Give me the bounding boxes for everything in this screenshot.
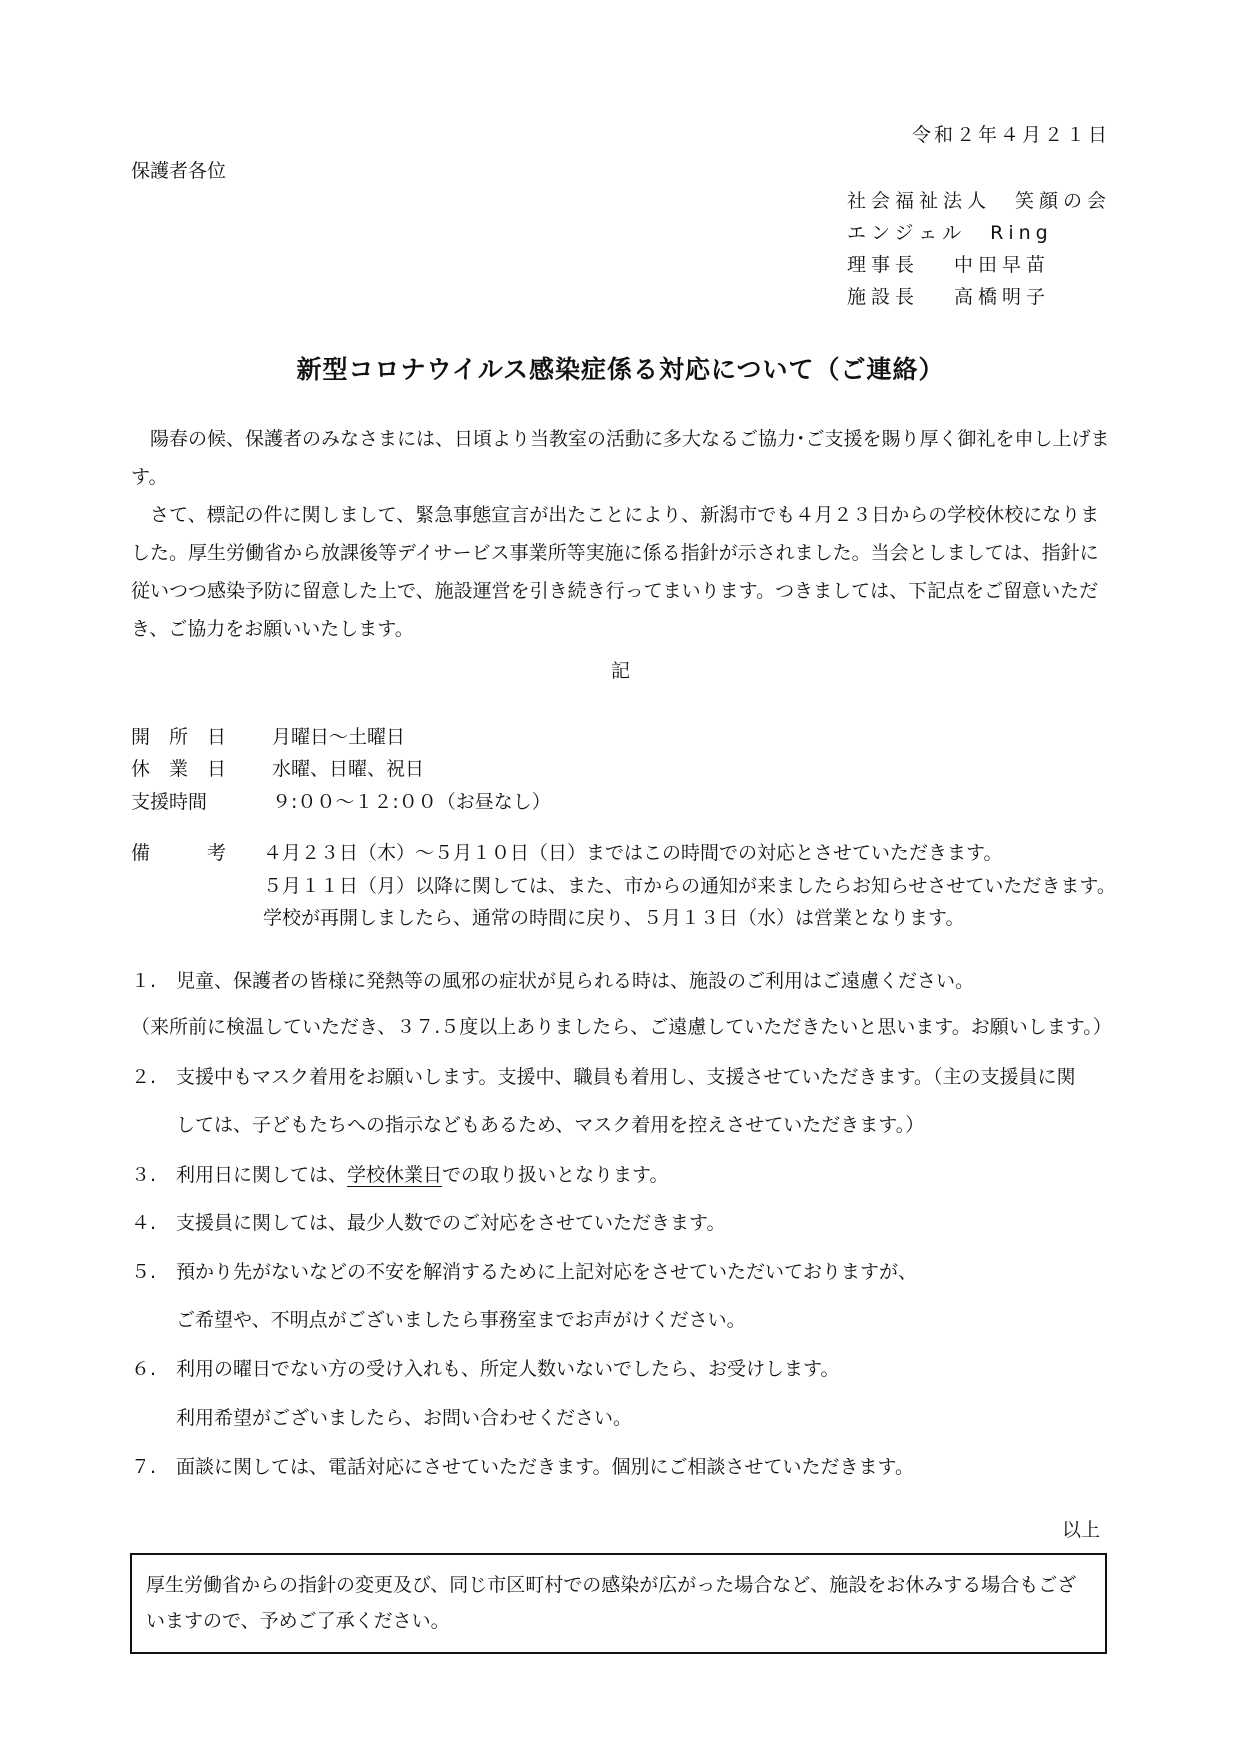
underlined-school-closure-days: 学校休業日 (347, 1164, 443, 1186)
schedule-label-support-hours: 支援時間 (131, 791, 208, 813)
item-note: （来所前に検温していただき、３７.５度以上ありましたら、ご遠慮していただきたいと思います。お願いします。） (131, 1016, 1112, 1038)
remarks-line: 学校が再開しましたら、通常の時間に戻り、５月１３日（水）は営業となります。 (263, 907, 965, 929)
item-number: ３. (131, 1164, 157, 1186)
notice-text: 厚生労働省からの指針の変更及び、同じ市区町村での感染が広がった場合など、施設をお休みする場合もございますので、予めご了承ください。 (146, 1574, 1077, 1632)
item-number: ４. (131, 1212, 157, 1234)
remarks-label: 備 考 (131, 842, 227, 864)
item-number: ２. (131, 1066, 157, 1088)
schedule-value-support-hours: ９:００～１２:００（お昼なし） (272, 791, 551, 813)
item-text-post: での取り扱いとなります。 (442, 1164, 669, 1186)
remarks-line: ５月１１日（月）以降に関しては、また、市からの通知が来ましたらお知らせさせていただきます。 (263, 875, 1116, 897)
sender-facility: エンジェル Ring (847, 222, 1053, 244)
item-continuation: 利用希望がございましたら、お問い合わせください。 (176, 1407, 633, 1429)
ki-heading: 記 (610, 660, 630, 682)
addressee: 保護者各位 (131, 160, 227, 182)
remarks-line: ４月２３日（木）～５月１０日（日）まではこの時間での対応とさせていただきます。 (263, 842, 1003, 864)
sender-chairman: 理事長 中田早苗 (847, 254, 1051, 276)
intro-paragraph-2: さて、標記の件に関しまして、緊急事態宣言が出たことにより、新潟市でも４月２３日からの学校休校になりました。厚生労働省から放課後等デイサービス事業所等実施に係る指針が示されました。当会としましては、指針に従いつつ感染予防に留意した上で、施設運営を引き続き行ってまいります。つきましては、下記点をご留意いただき、ご協力をお願いいたします。 (131, 504, 1100, 640)
intro-paragraph-1: 陽春の候、保護者のみなさまには、日頃より当教室の活動に多大なるご協力･ご支援を賜り厚く御礼を申し上げます。 (131, 428, 1110, 488)
notice-box (130, 1553, 1107, 1654)
sender-director: 施設長 高橋明子 (847, 286, 1051, 308)
item-text: 支援中もマスク着用をお願いします。支援中、職員も着用し、支援させていただきます。（主の支援員に関 (176, 1066, 1076, 1088)
item-text: 利用の曜日でない方の受け入れも、所定人数いないでしたら、お受けします。 (176, 1358, 840, 1380)
item-text: 面談に関しては、電話対応にさせていただきます。個別にご相談させていただきます。 (176, 1456, 914, 1478)
schedule-value-closed-days: 水曜、日曜、祝日 (272, 758, 425, 780)
schedule-value-open-days: 月曜日～土曜日 (272, 726, 406, 748)
schedule-label-closed-days: 休 業 日 (131, 758, 227, 780)
item-number: １. (131, 970, 157, 992)
closing-mark: 以上 (1062, 1519, 1101, 1541)
schedule-label-open-days: 開 所 日 (131, 726, 227, 748)
item-text: 預かり先がないなどの不安を解消するために上記対応をさせていただいておりますが、 (176, 1261, 918, 1283)
document-date: 令和２年４月２１日 (912, 124, 1111, 146)
item-continuation: しては、子どもたちへの指示などもあるため、マスク着用を控えさせていただきます。） (176, 1114, 925, 1136)
item-continuation: ご希望や、不明点がございましたら事務室までお声がけください。 (176, 1309, 746, 1331)
item-text-pre: 利用日に関しては、 (176, 1164, 348, 1186)
item-text: 児童、保護者の皆様に発熱等の風邪の症状が見られる時は、施設のご利用はご遠慮ください。 (176, 970, 975, 992)
item-text (176, 1160, 669, 1187)
item-text: 支援員に関しては、最少人数でのご対応をさせていただきます。 (176, 1212, 726, 1234)
item-number: ７. (131, 1456, 157, 1478)
item-number: ６. (131, 1358, 157, 1380)
sender-organization: 社会福祉法人 笑顔の会 (847, 190, 1112, 212)
item-number: ５. (131, 1261, 157, 1283)
page-title: 新型コロナウイルス感染症係る対応について（ご連絡） (296, 355, 945, 384)
